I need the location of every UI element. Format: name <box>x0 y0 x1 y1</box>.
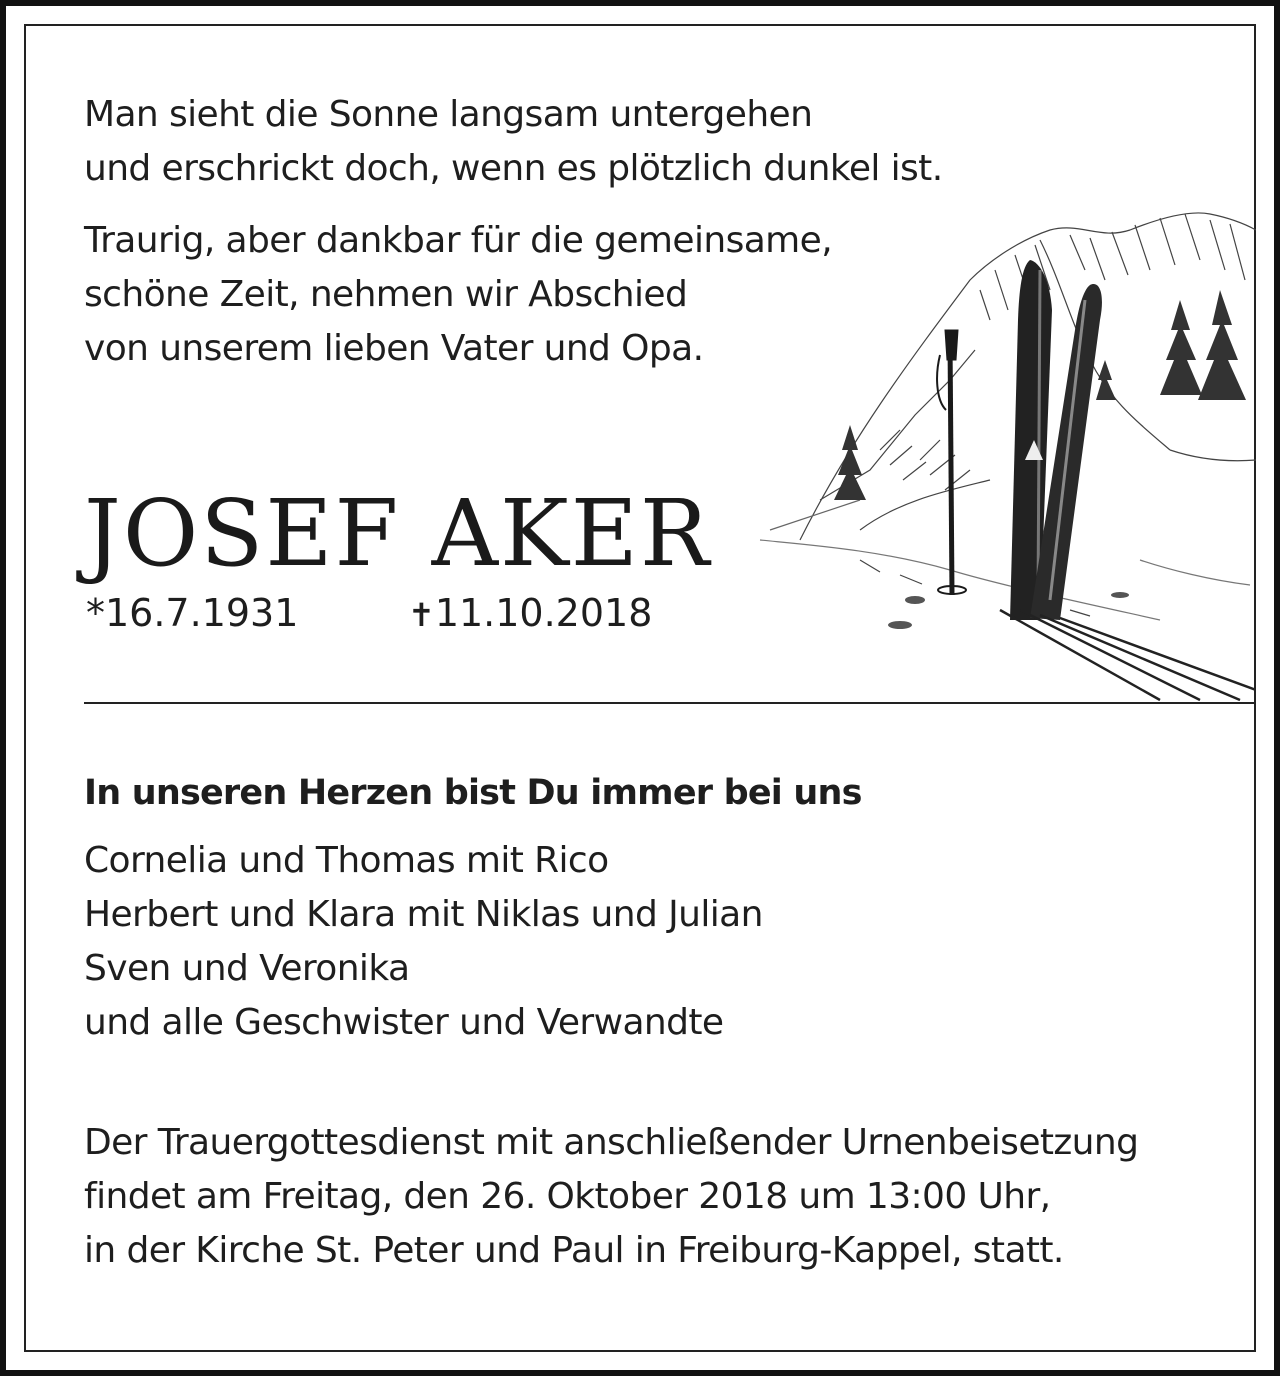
death-date-value: 11.10.2018 <box>434 591 653 635</box>
death-date <box>408 586 652 642</box>
intro-line: schöne Zeit, nehmen wir Abschied <box>84 274 688 315</box>
section-divider <box>84 702 1256 704</box>
intro-line: Traurig, aber dankbar für die gemeinsame, <box>84 220 833 261</box>
poem-line: und erschrickt doch, wenn es plötzlich dunkel ist. <box>84 148 943 189</box>
poem-line: Man sieht die Sonne langsam untergehen <box>84 94 813 135</box>
intro-text <box>84 214 832 376</box>
poem <box>84 88 943 196</box>
deceased-name: JOSEF AKER <box>84 480 712 587</box>
birth-symbol: * <box>86 591 105 635</box>
mourner-line: Herbert und Klara mit Niklas und Julian <box>84 894 763 935</box>
birth-date-value: 16.7.1931 <box>105 591 299 635</box>
birth-date <box>86 586 298 640</box>
service-line: Der Trauergottesdienst mit anschließender Urnenbeisetzung <box>84 1122 1139 1163</box>
service-line: findet am Freitag, den 26. Oktober 2018 um 13:00 Uhr, <box>84 1176 1051 1217</box>
intro-line: von unserem lieben Vater und Opa. <box>84 328 704 369</box>
mourners-heading: In unseren Herzen bist Du immer bei uns <box>84 773 862 813</box>
mourner-line: Sven und Veronika <box>84 948 410 989</box>
mourner-line: und alle Geschwister und Verwandte <box>84 1002 724 1043</box>
service-line: in der Kirche St. Peter und Paul in Freiburg-Kappel, statt. <box>84 1230 1064 1271</box>
mourners-list <box>84 834 763 1050</box>
mourner-line: Cornelia und Thomas mit Rico <box>84 840 609 881</box>
service-info <box>84 1116 1138 1278</box>
cross-icon: ✝ <box>408 596 435 634</box>
